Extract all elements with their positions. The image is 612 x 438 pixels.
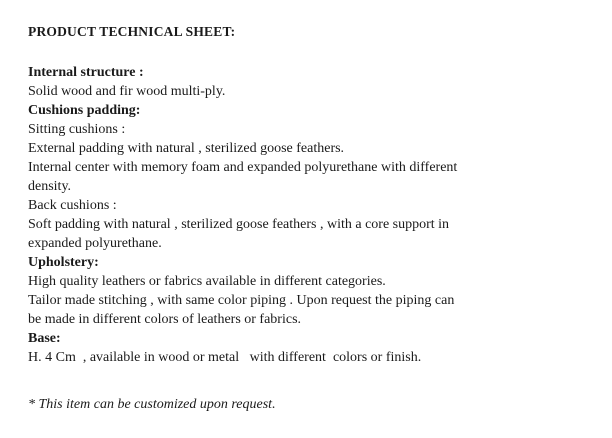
cushions-line: density. — [28, 179, 72, 194]
cushions-line: Sitting cushions : — [28, 122, 126, 137]
section-heading-base: Base: — [28, 331, 61, 346]
cushions-line: Internal center with memory foam and expanded polyurethane with different — [28, 160, 458, 175]
base-line: H. 4 Cm , available in wood or metal with different colors or finish. — [28, 350, 422, 365]
cushions-line: Soft padding with natural , sterilized goose feathers , with a core support in — [28, 217, 450, 232]
cushions-line: Back cushions : — [28, 198, 117, 213]
section-heading-internal-structure: Internal structure : — [28, 65, 144, 80]
customization-footnote: * This item can be customized upon request. — [28, 397, 276, 412]
sheet-title: PRODUCT TECHNICAL SHEET: — [28, 24, 236, 39]
section-heading-upholstery: Upholstery: — [28, 255, 99, 270]
internal-structure-line: Solid wood and fir wood multi-ply. — [28, 84, 226, 99]
upholstery-line: Tailor made stitching , with same color piping . Upon request the piping can — [28, 293, 455, 308]
cushions-line: External padding with natural , sterilized goose feathers. — [28, 141, 345, 156]
cushions-line: expanded polyurethane. — [28, 236, 162, 251]
upholstery-line: High quality leathers or fabrics available in different categories. — [28, 274, 386, 289]
upholstery-line: be made in different colors of leathers or fabrics. — [28, 312, 302, 327]
sheet-body — [28, 63, 568, 367]
section-heading-cushions-padding: Cushions padding: — [28, 103, 141, 118]
